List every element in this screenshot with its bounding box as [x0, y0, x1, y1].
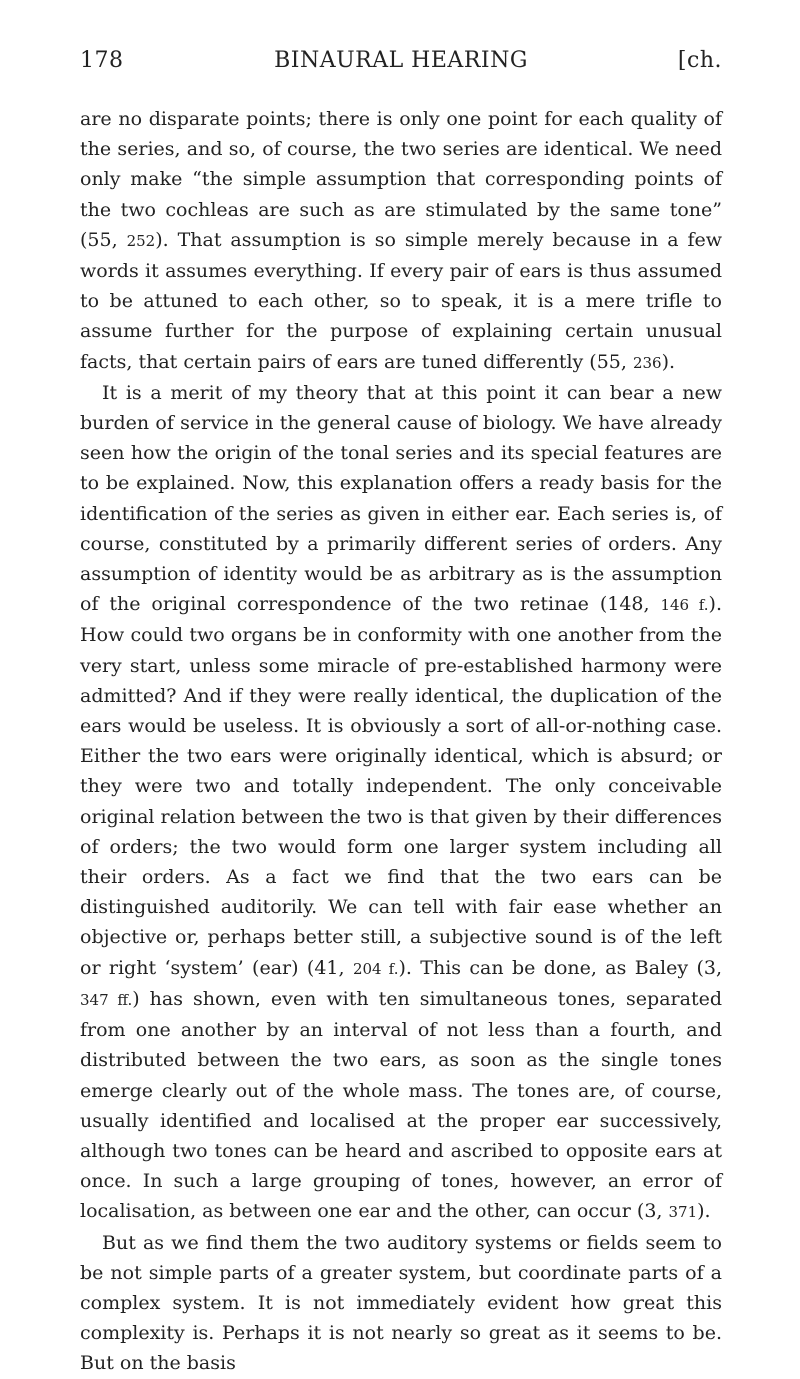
- text-run: ).: [661, 350, 676, 373]
- chapter-marker: [ch.: [677, 48, 722, 73]
- page-reference: 347 ff.: [80, 990, 133, 1009]
- page-number: 178: [80, 48, 124, 73]
- book-page: [80, 48, 722, 1379]
- running-title: BINAURAL HEARING: [274, 48, 528, 73]
- paragraph-3: [80, 1228, 722, 1379]
- text-run: are no disparate points; there is only one point for each quality of the series, and so, of course, the two series are identical. We need only make “the simple assumption that corresponding points of the two cochleas are such as are stimulated by the same tone” (55,: [80, 108, 722, 251]
- paragraph-1: [80, 104, 722, 378]
- text-run: It is a merit of my theory that at this point it can bear a new burden of service in the general cause of biology. We have already seen how the origin of the tonal series and its special features are to be explained. Now, this explanation offers a ready basis for the identification of the series as given in either ear. Each series is, of course, constituted by a primarily different series of orders. Any assumption of identity would be as arbitrary as is the assumption of the original correspondence of the two retinae (148,: [80, 381, 722, 616]
- text-run: ). That assumption is so simple merely because in a few words it assumes everything. If every pair of ears is thus assumed to be attuned to each other, so to speak, it is a mere trifle to assume further for the purpose of explaining certain unusual facts, that certain pairs of ears are tuned differently (55,: [80, 228, 722, 373]
- page-reference: 252: [126, 231, 156, 250]
- page-reference: 146 f.: [660, 596, 709, 615]
- text-run: But as we find them the two auditory systems or fields seem to be not simple parts of a greater system, but coordinate parts of a complex system. It is not immediately evident how great this complexity is. Perhaps it is not nearly so great as it seems to be. But on the basis: [80, 1231, 722, 1375]
- text-run: ).: [697, 1200, 711, 1223]
- paragraph-2: [80, 378, 722, 1228]
- text-run: ). How could two organs be in conformity with one another from the very start, unless some miracle of pre-established harmony were admitted? And if they were really identical, the duplication of the ears would be useless. It is obviously a sort of all-or-nothing case. Either the two ears were originally identical, which is absurd; or they were two and totally independent. The only conceivable original relation between the two is that given by their differences of orders; the two would form one larger system including all their orders. As a fact we find that the two ears can be distinguished auditorily. We can tell with fair ease whether an objective or, perhaps better still, a subjective sound is of the left or right ‘system’ (ear) (41,: [80, 593, 722, 979]
- body-text: [80, 104, 722, 1379]
- page-reference: 371: [668, 1203, 698, 1222]
- running-header: [80, 48, 722, 80]
- text-run: ). This can be done, as Baley (3,: [398, 956, 723, 979]
- text-run: ) has shown, even with ten simultaneous tones, separated from one another by an interval of not less than a fourth, and distributed between the two ears, as soon as the single tones emerge clearly out of the whole mass. The tones are, of course, usually identified and localised at the proper ear successively, although two tones can be heard and ascribed to opposite ears at once. In such a large grouping of tones, however, an error of localisation, as between one ear and the other, can occur (3,: [80, 987, 722, 1223]
- page-reference: 236: [632, 353, 662, 372]
- page-reference: 204 f.: [352, 959, 399, 978]
